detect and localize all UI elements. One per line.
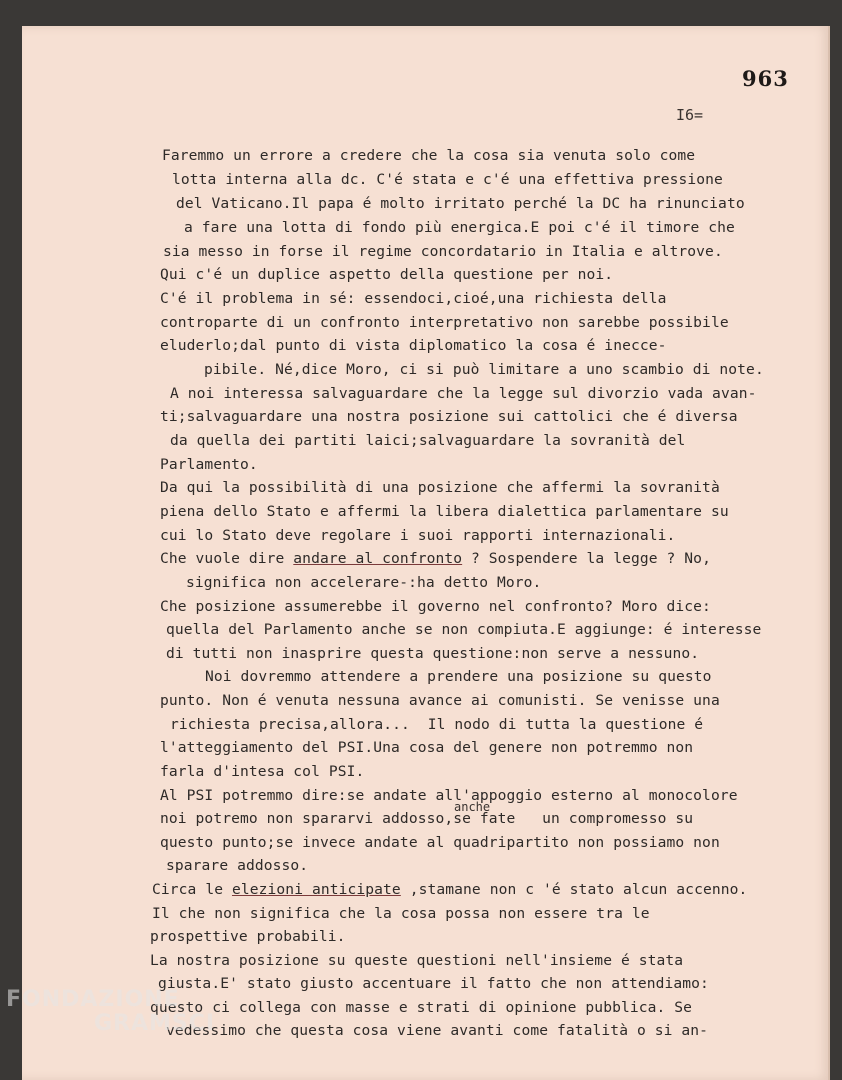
text-line: di tutti non inasprire questa questione:non serve a nessuno. (166, 645, 700, 662)
text-line: giusta.E' stato giusto accentuare il fatto che non attendiamo: (158, 975, 709, 992)
page-number: 963 (742, 66, 789, 91)
text-line: A noi interessa salvaguardare che la legge sul divorzio vada avan- (170, 385, 757, 402)
text-line: Il che non significa che la cosa possa non essere tra le (152, 905, 650, 922)
text-line: significa non accelerare-:ha detto Moro. (186, 574, 542, 591)
text-line: da quella dei partiti laici;salvaguardare la sovranità del (170, 432, 686, 449)
text-line-elezioni (152, 881, 747, 898)
text-line: punto. Non é venuta nessuna avance ai comunisti. Se venisse una (160, 692, 720, 709)
text-line: pibile. Né,dice Moro, ci si può limitare a uno scambio di note. (204, 361, 764, 378)
text-line: sparare addosso. (166, 857, 309, 874)
text-line: C'é il problema in sé: essendoci,cioé,una richiesta della (160, 290, 667, 307)
text-line: vedessimo che questa cosa viene avanti come fatalità o si an- (166, 1022, 709, 1039)
text-line: eluderlo;dal punto di vista diplomatico la cosa é inecce- (160, 337, 667, 354)
text-line: Che posizione assumerebbe il governo nel confronto? Moro dice: (160, 598, 711, 615)
text-line: questo punto;se invece andate al quadripartito non possiamo non (160, 834, 720, 851)
text-line: Da qui la possibilità di una posizione che affermi la sovranità (160, 479, 720, 496)
text-line: sia messo in forse il regime concordatario in Italia e altrove. (163, 243, 723, 260)
text-line: questo ci collega con masse e strati di opinione pubblica. Se (150, 999, 693, 1016)
text-line: ti;salvaguardare una nostra posizione sui cattolici che é diversa (160, 408, 738, 425)
text-line: lotta interna alla dc. C'é stata e c'é una effettiva pressione (172, 171, 723, 188)
text-line: prospettive probabili. (150, 928, 346, 945)
watermark-line: FONDAZIONE (6, 987, 180, 1012)
text-line: noi potremo non spararvi addosso,se fate un compromesso su (160, 810, 694, 827)
page-binding-edge (828, 26, 830, 1080)
watermark-line: GRAMSCI (94, 1011, 216, 1036)
text-segment: Circa le (152, 881, 232, 898)
text-line: Parlamento. (160, 456, 258, 473)
text-line: a fare una lotta di fondo più energica.E poi c'é il timore che (184, 219, 735, 236)
underlined-phrase: elezioni anticipate (231, 881, 401, 898)
text-line: farla d'intesa col PSI. (160, 763, 365, 780)
underlined-phrase: andare al confronto (293, 550, 463, 567)
text-line: l'atteggiamento del PSI.Una cosa del genere non potremmo non (160, 739, 694, 756)
text-segment: Che vuole dire (160, 550, 294, 567)
sheet-mark: I6= (676, 106, 704, 124)
text-line: Qui c'é un duplice aspetto della questione per noi. (160, 266, 614, 283)
watermark-logo (6, 988, 215, 1036)
text-line: richiesta precisa,allora... Il nodo di tutta la questione é (170, 716, 704, 733)
text-line: controparte di un confronto interpretativo non sarebbe possibile (160, 314, 729, 331)
text-line: Al PSI potremmo dire:se andate all'appoggio esterno al monocolore (160, 787, 738, 804)
text-line: piena dello Stato e affermi la libera dialettica parlamentare su (160, 503, 729, 520)
text-segment: ,stamane non c 'é stato alcun accenno. (400, 881, 748, 898)
text-line: cui lo Stato deve regolare i suoi rapporti internazionali. (160, 527, 676, 544)
text-segment: ? Sospendere la legge ? No, (462, 550, 711, 567)
text-line: La nostra posizione su queste questioni nell'insieme é stata (150, 952, 684, 969)
interline-insertion: anche (454, 800, 491, 814)
text-line: Faremmo un errore a credere che la cosa sia venuta solo come (162, 147, 696, 164)
text-line: quella del Parlamento anche se non compiuta.E aggiunge: é interesse (166, 621, 762, 638)
text-line: Noi dovremmo attendere a prendere una posizione su questo (205, 668, 712, 685)
text-line: del Vaticano.Il papa é molto irritato perché la DC ha rinunciato (176, 195, 745, 212)
text-line-confronto (160, 550, 711, 567)
